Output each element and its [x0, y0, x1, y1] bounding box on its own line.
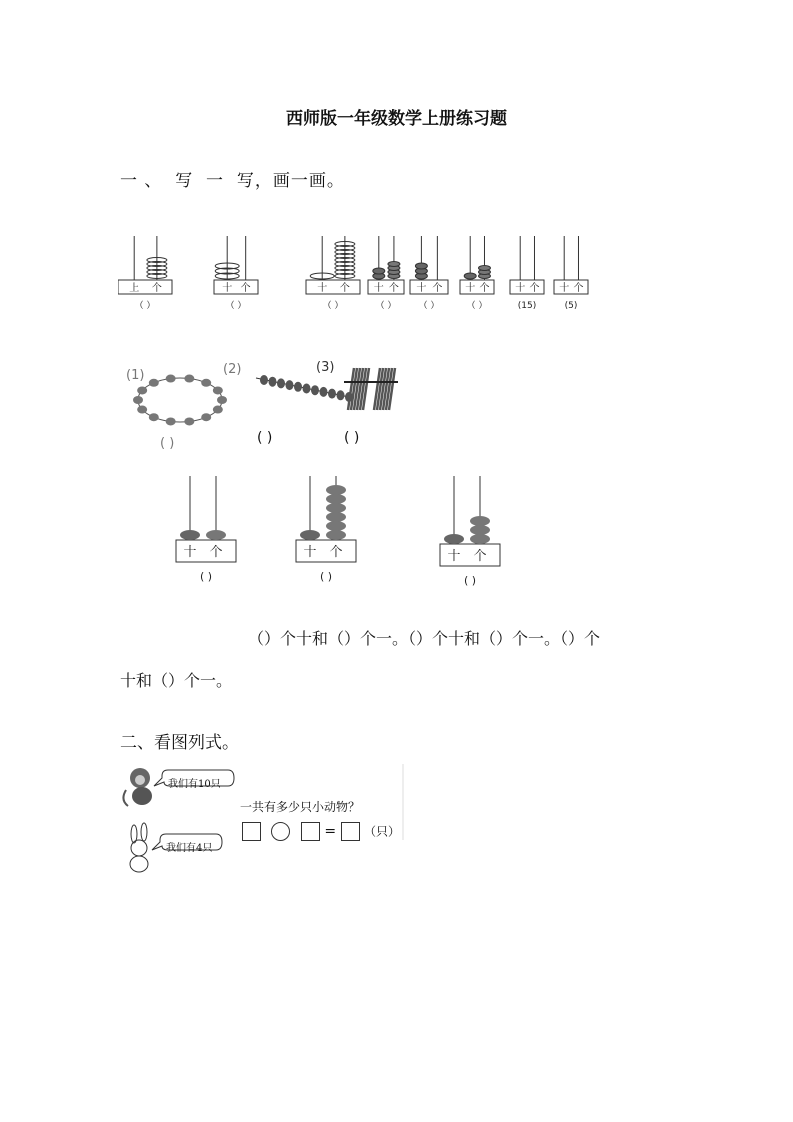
abacus-6: [460, 236, 494, 311]
answer-blank: (15): [517, 301, 537, 311]
bead-ones: [326, 494, 346, 504]
bead: [201, 379, 211, 387]
stick-bundle-icon: [344, 368, 398, 410]
picture-label-1: (1): [126, 368, 145, 383]
answer-box-2[interactable]: [301, 822, 320, 841]
bead: [337, 390, 345, 400]
place-ones-label: 个: [388, 283, 399, 294]
bead: [137, 386, 147, 394]
answer-blank: （ ）: [466, 301, 488, 311]
place-tens-label: 十: [447, 549, 461, 564]
bead-ones: [326, 530, 346, 540]
bead: [286, 380, 294, 390]
answer-box-1[interactable]: [242, 822, 261, 841]
abacus-7: [510, 236, 544, 311]
bead-ones: [326, 503, 346, 513]
monkey-speech: 我们有10只: [168, 779, 221, 790]
answer-blank: （ ）: [322, 301, 344, 311]
bead-ones: [470, 516, 490, 526]
bead: [166, 417, 176, 425]
answer-blank: （ ）: [225, 301, 247, 311]
bead-ones: [470, 534, 490, 544]
unit-label: （只）: [364, 824, 401, 839]
bead: [149, 413, 159, 421]
place-ones-label: 个: [240, 283, 251, 294]
place-ones-label: 个: [529, 283, 540, 294]
abacus-base: [306, 280, 360, 294]
place-tens-label: 十: [317, 283, 328, 294]
rabbit-icon: [130, 823, 148, 872]
bead: [149, 379, 159, 387]
picture-label-2: (2): [223, 362, 242, 377]
abacus-row2: [170, 470, 530, 594]
picture-label-3: (3): [316, 360, 335, 375]
place-tens-label: 十: [465, 283, 476, 294]
page-title: 西师版一年级数学上册练习题: [286, 109, 507, 129]
bead: [269, 377, 277, 387]
abacus-large-3: [440, 476, 500, 587]
monkey-icon: [123, 768, 152, 806]
bead-ones: [326, 485, 346, 495]
bead: [217, 396, 227, 404]
equals-sign: =: [324, 823, 337, 840]
abacus-large-2: [296, 476, 356, 583]
bead-string-icon: [256, 375, 354, 402]
abacus-row1: [118, 228, 593, 318]
question-text: 一共有多少只小动物？: [240, 800, 361, 814]
section2-heading: 二、看图列式。: [120, 733, 239, 753]
bead: [133, 396, 143, 404]
bead: [137, 406, 147, 414]
bead: [328, 389, 336, 399]
bead-tens: [373, 268, 385, 274]
bead-ones: [478, 266, 490, 271]
place-ones-label: 个: [473, 549, 487, 564]
bead-tens: [444, 534, 464, 544]
answer-blank: （ ）: [418, 301, 440, 311]
bead-ones: [326, 521, 346, 531]
bead-ones: [388, 262, 400, 267]
bead: [303, 384, 311, 394]
place-tens-label: 十: [515, 283, 526, 294]
answer-blank: （ ）: [134, 301, 156, 311]
bead: [184, 375, 194, 383]
abacus-8: [554, 236, 588, 311]
place-ones-label: 个: [479, 283, 490, 294]
bead-tens: [180, 530, 200, 540]
bead-ones: [206, 530, 226, 540]
equation-row: [242, 822, 400, 841]
place-tens-label: 十: [303, 545, 317, 560]
operator-circle[interactable]: [271, 822, 290, 841]
abacus-base: [118, 280, 172, 294]
picture-blank-3[interactable]: ( ): [344, 430, 360, 446]
answer-blank: ( ): [199, 570, 213, 583]
place-ones-label: 个: [339, 283, 350, 294]
bead: [184, 417, 194, 425]
place-ones-label: 个: [329, 545, 343, 560]
place-ones-label: 个: [151, 283, 162, 294]
bead: [213, 386, 223, 394]
place-ones-label: 个: [209, 545, 223, 560]
abacus-5: [410, 236, 448, 311]
fill-sentence-line2: 十和（）个一。: [120, 671, 233, 690]
bead-tens: [464, 273, 476, 279]
place-tens-label: 十: [559, 283, 570, 294]
place-tens-label: 十: [183, 545, 197, 560]
section1-heading: 一 、 写 一 写，画一画。: [120, 171, 345, 191]
place-ones-label: 个: [432, 283, 443, 294]
animal-figure: [118, 760, 408, 875]
bead-tens: [300, 530, 320, 540]
bead: [320, 387, 328, 397]
abacus-4: [368, 236, 404, 311]
abacus-1: [118, 236, 172, 311]
abacus-large-1: [176, 476, 236, 583]
picture-blank-2[interactable]: ( ): [257, 430, 273, 446]
rabbit-speech: 我们有4只: [166, 843, 213, 854]
place-tens-label: 十: [222, 283, 233, 294]
abacus-base: [214, 280, 258, 294]
bead: [213, 406, 223, 414]
place-tens-label: 十: [373, 283, 384, 294]
bead-ones: [326, 512, 346, 522]
picture-blank-1[interactable]: ( ): [160, 436, 175, 451]
bead: [166, 375, 176, 383]
place-tens-label: 十: [416, 283, 427, 294]
bead-ones: [470, 525, 490, 535]
bead: [201, 413, 211, 421]
abacus-3: [306, 236, 360, 311]
answer-blank: ( ): [463, 574, 477, 587]
answer-box-result[interactable]: [341, 822, 360, 841]
bead: [277, 378, 285, 388]
bead: [311, 385, 319, 395]
answer-blank: ( ): [319, 570, 333, 583]
answer-blank: (5): [564, 301, 578, 311]
abacus-2: [214, 236, 258, 311]
bead-tens: [415, 263, 427, 269]
bead: [294, 382, 302, 392]
bead: [260, 375, 268, 385]
place-tens-label: 上: [129, 283, 140, 294]
fill-sentence-line1: （）个十和（）个一。（）个十和（）个一。（）个: [248, 629, 601, 648]
place-ones-label: 个: [573, 283, 584, 294]
answer-blank: （ ）: [375, 301, 397, 311]
